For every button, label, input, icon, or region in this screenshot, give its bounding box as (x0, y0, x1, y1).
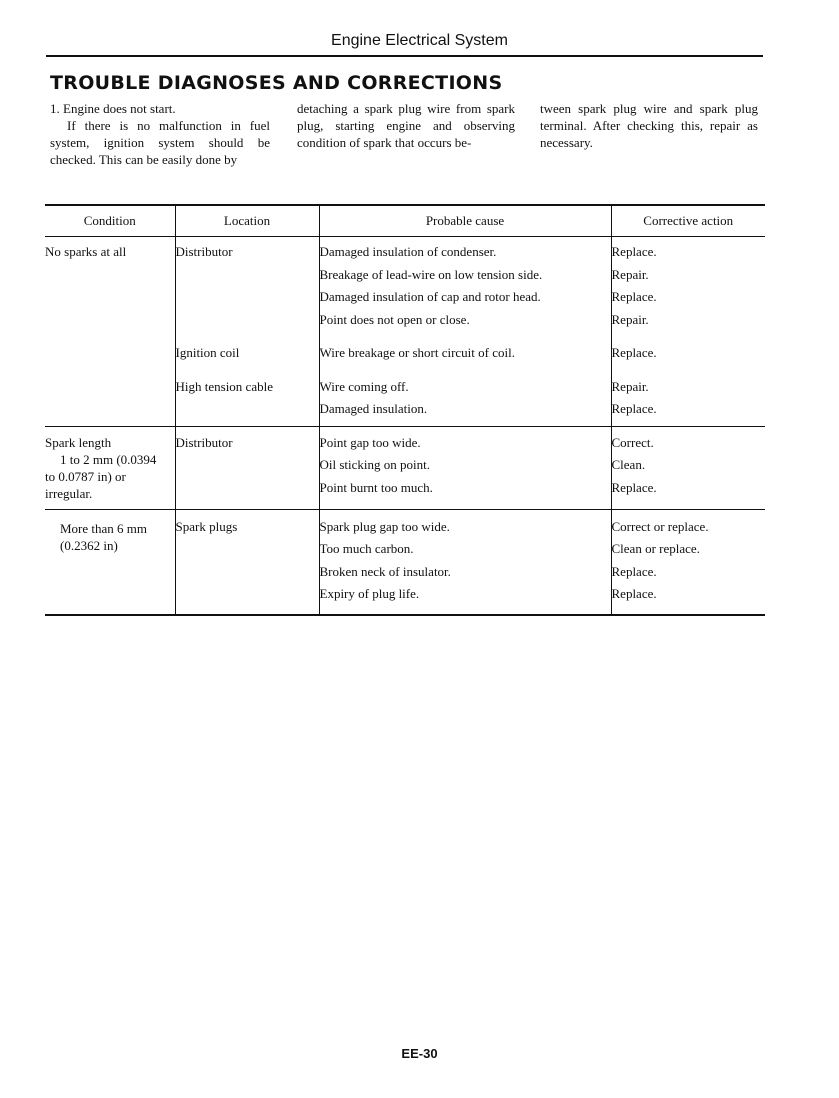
cause-text: Point gap too wide. (319, 434, 421, 450)
action-cell (611, 365, 765, 427)
condition-detail: 1 to 2 mm (0.0394 (60, 451, 157, 467)
cause-text: Spark plug gap too wide. (319, 518, 450, 534)
location-cell (175, 509, 319, 615)
action-cell (611, 426, 765, 509)
intro-column-1 (50, 100, 270, 168)
header-rule (46, 55, 763, 57)
column-header-location: Location (175, 205, 319, 237)
action-text: Clean or replace. (611, 541, 700, 556)
cause-text: Point burnt too much. (319, 479, 433, 495)
cause-text: Broken neck of insulator. (319, 563, 451, 579)
location-text: Ignition coil (175, 345, 240, 360)
action-text: Clean. (611, 457, 646, 472)
condition-detail: More than 6 mm (0.2362 in) (60, 520, 148, 553)
condition-detail: to 0.0787 in) or irregular. (45, 468, 126, 501)
section-title: TROUBLE DIAGNOSES AND CORRECTIONS (50, 72, 503, 94)
condition-cell (45, 509, 175, 615)
column-header-probable-cause: Probable cause (319, 205, 611, 237)
action-text: Replace. (611, 244, 657, 259)
intro-paragraph: detaching a spark plug wire from spark plug, starting engine and observing condition of spark that occurs be- (297, 101, 515, 150)
cause-text: Wire breakage or short circuit of coil. (319, 345, 515, 360)
condition-cell (45, 331, 175, 365)
table-row (45, 426, 765, 509)
cause-cell (319, 509, 611, 615)
cause-text: Damaged insulation. (319, 401, 428, 416)
location-text: Distributor (175, 244, 233, 259)
location-cell (175, 426, 319, 509)
column-header-corrective-action: Corrective action (611, 205, 765, 237)
action-text: Replace. (611, 345, 657, 360)
location-text: Spark plugs (175, 518, 238, 534)
action-text: Replace. (611, 479, 657, 495)
table-row (45, 237, 765, 332)
page-number: EE-30 (401, 1046, 438, 1061)
intro-item: 1. Engine does not start. (50, 101, 176, 116)
cause-text: Damaged insulation of condenser. (319, 244, 497, 259)
cause-text: Wire coming off. (319, 378, 409, 394)
condition-cell (45, 365, 175, 427)
cause-text: Too much carbon. (319, 541, 414, 556)
intro-paragraph: tween spark plug wire and spark plug terminal. After checking this, repair as necessary. (540, 101, 758, 150)
cause-cell (319, 237, 611, 332)
cause-cell (319, 365, 611, 427)
condition-text: No sparks at all (45, 244, 127, 259)
action-cell (611, 237, 765, 332)
action-cell (611, 331, 765, 365)
condition-cell (45, 426, 175, 509)
location-cell (175, 237, 319, 332)
table-row (45, 365, 765, 427)
cause-text: Oil sticking on point. (319, 457, 430, 472)
condition-cell (45, 237, 175, 332)
cause-text: Point does not open or close. (319, 311, 470, 327)
diagnosis-table (45, 204, 765, 616)
action-text: Repair. (611, 378, 649, 394)
location-text: High tension cable (175, 378, 273, 394)
action-text: Correct. (611, 434, 654, 450)
cause-text: Damaged insulation of cap and rotor head. (319, 289, 541, 304)
action-text: Repair. (611, 266, 649, 282)
cause-cell (319, 331, 611, 365)
action-text: Correct or replace. (611, 518, 709, 534)
location-cell (175, 331, 319, 365)
table-header-row (45, 205, 765, 237)
action-text: Replace. (611, 289, 657, 304)
intro-column-2 (297, 100, 515, 151)
action-cell (611, 509, 765, 615)
intro-paragraph: If there is no malfunction in fuel system, ignition system should be checked. This can be easily done by (50, 118, 270, 167)
location-text: Distributor (175, 434, 233, 450)
condition-text: Spark length (45, 434, 112, 450)
action-text: Replace. (611, 563, 657, 579)
table-row (45, 509, 765, 615)
table-row (45, 331, 765, 365)
cause-text: Breakage of lead-wire on low tension side. (319, 266, 543, 282)
column-header-condition: Condition (45, 205, 175, 237)
action-text: Replace. (611, 586, 657, 601)
cause-text: Expiry of plug life. (319, 586, 420, 601)
running-header: Engine Electrical System (331, 32, 508, 49)
cause-cell (319, 426, 611, 509)
intro-column-3 (540, 100, 758, 151)
action-text: Replace. (611, 401, 657, 416)
action-text: Repair. (611, 311, 649, 327)
location-cell (175, 365, 319, 427)
